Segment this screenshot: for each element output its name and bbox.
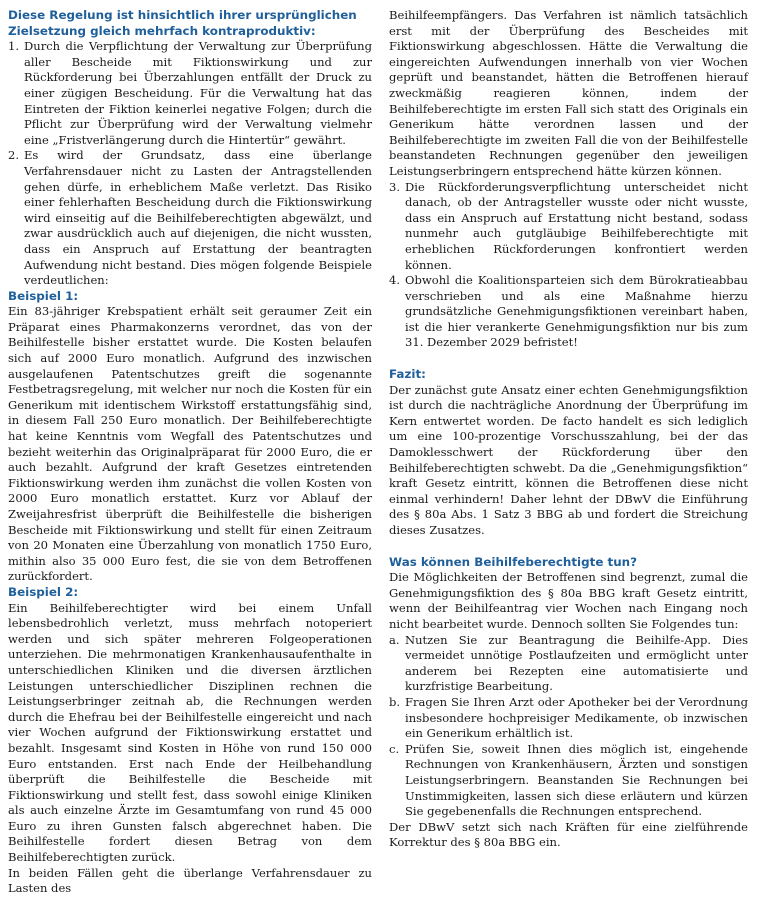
numbered-list-3-4	[389, 180, 748, 352]
list-item	[8, 148, 372, 288]
list-item	[389, 273, 748, 351]
list-item	[389, 633, 748, 695]
question-intro: Die Möglichkeiten der Betroffenen sind begrenzt, zumal die Genehmigungsfiktion des § 80a BBG kraft Gesetz eintritt, wenn der Beihilfeantrag vier Wochen nach Eingang noch nicht bearbeitet wurde. Dennoch sollten Sie Folgendes tun:	[389, 570, 748, 631]
closing-paragraph-left: In beiden Fällen geht die überlange Verfahrensdauer zu Lasten des	[8, 865, 372, 896]
list-text: Obwohl die Koalitionsparteien sich dem Bürokratieabbau verschrieben und als eine Maßnahme hierzu grundsätzliche Genehmigungsfiktionen vereinbart haben, ist die hier verankerte Genehmigungsfiktion nur bis zum 31. Dezember 2029 befristet!	[405, 273, 748, 350]
numbered-list-1-2	[8, 39, 372, 289]
list-item	[389, 742, 748, 820]
fazit-text: Der zunächst gute Ansatz einer echten Genehmigungsfiktion ist durch die nachträgliche Anordnung der Überprüfung im Kern entwertet worden. De facto handelt es sich lediglich um eine 100-prozentige Vorschusszahlung, bei der das Damoklesschwert der Rückforderung über den Beihilfeberechtigten schwebt. Da die „Genehmigungsfiktion“ kraft Gesetz eintritt, können die Betroffenen diese nicht einmal verhindern! Daher lehnt der DBwV die Einführung des § 80a Abs. 1 Satz 3 BBG ab und fordert die Streichung dieses Zusatzes.	[389, 382, 748, 537]
example-2-heading: Beispiel 2:	[8, 584, 79, 599]
list-letter: b.	[389, 694, 401, 709]
fazit-heading: Fazit:	[389, 367, 426, 382]
example-2-text: Ein Beihilfeberechtigter wird bei einem Unfall lebensbedrohlich verletzt, muss mehrfach notoperiert werden und sich später mehreren Folgeoperationen unterziehen. Die mehrmonatigen Krankenhausaufenthalte in unterschiedlichen Kliniken und die diversen ärztlichen Leistungen unterschiedlicher Disziplinen rechnen die Leistungserbringer zeitnah ab, die Rechnungen werden durch die Ehefrau bei der Beihilfestelle eingereicht und nach vier Wochen aufgrund der Fiktionswirkung erstattet und bezahlt. Insgesamt sind Kosten in Höhe von rund 150 000 Euro entstanden. Erst nach Ende der Heilbehandlung überprüft die Beihilfestelle die Bescheide mit Fiktionswirkung und stellt fest, dass sowohl einige Kliniken als auch einzelne Ärzte im Gesamtumfang von rund 45 000 Euro zu ihren Gunsten falsch abgerechnet haben. Die Beihilfestelle fordert diesen Betrag von dem Beihilfeberechtigten zurück.	[8, 600, 372, 865]
list-item	[8, 39, 372, 148]
list-letter: a.	[389, 632, 400, 647]
list-text: Fragen Sie Ihren Arzt oder Apotheker bei der Verordnung insbesondere hochpreisiger Medikamente, ob inzwischen ein Generikum erhältlich ist.	[405, 694, 748, 741]
right-column	[389, 8, 748, 851]
continuation-paragraph: Beihilfeempfängers. Das Verfahren ist nämlich tatsächlich erst mit der Überprüfung des Bescheides mit Fiktionswirkung abgeschlossen. Hätte die Verwaltung die eingereichten Aufwendungen innerhalb von vier Wochen geprüft und beanstandet, hätten die Betroffenen hierauf zweckmäßig reagieren können, indem der Beihilfeberechtigte im ersten Fall sich statt des Originals ein Generikum hätte verordnen lassen und der Beihilfeberechtigte im zweiten Fall die von der Beihilfestelle beanstandeten Rechnungen gegenüber den jeweiligen Leistungserbringern entsprechend hätte kürzen können.	[389, 8, 748, 178]
list-text: Durch die Verpflichtung der Verwaltung zur Überprüfung aller Bescheide mit Fiktionswirkung und zur Rückforderung bei Überzahlungen entfällt der Druck zu einer zügigen Bescheidung. Für die Verwaltung hat das Eintreten der Fiktion keinerlei negative Folgen; durch die Pflicht zur Überprüfung wird der Verwaltung vielmehr eine „Fristverlängerung durch die Hintertür“ gewährt.	[24, 39, 372, 147]
example-1-heading: Beispiel 1:	[8, 288, 79, 303]
list-text: Es wird der Grundsatz, dass eine überlange Verfahrensdauer nicht zu Lasten der Antragstellenden gehen dürfe, in erheblichem Maße verletzt. Das Risiko einer fehlerhaften Bescheidung durch die Fiktionswirkung wird einseitig auf die Beihilfeberechtigten abgewälzt, und zwar ausdrücklich auch auf diejenigen, die nicht wussten, dass ein Anspruch auf Erstattung der beantragten Aufwendung nicht bestand. Dies mögen folgende Beispiele verdeutlichen:	[24, 148, 372, 288]
list-text: Prüfen Sie, soweit Ihnen dies möglich ist, eingehende Rechnungen von Krankenhäusern, Ärzten und sonstigen Leistungserbringern. Beanstanden Sie Rechnungen bei Unstimmigkeiten, lassen sich diese erläutern und kürzen Sie gegebenenfalls die Rechnungen entsprechend.	[405, 741, 748, 819]
left-column	[8, 8, 372, 897]
list-text: Nutzen Sie zur Beantragung die Beihilfe-App. Dies vermeidet unnötige Postlaufzeiten und ermöglicht unter anderem bei Rezepten eine automatisierte und kurzfristige Bearbeitung.	[405, 632, 748, 694]
list-number: 4.	[389, 273, 401, 288]
list-letter: c.	[389, 741, 400, 756]
tips-list	[389, 633, 748, 820]
section-heading-contraproductive: Diese Regelung ist hinsichtlich ihrer ursprünglichen Zielsetzung gleich mehrfach kontraproduktiv:	[8, 8, 357, 38]
question-heading: Was können Beihilfeberechtigte tun?	[389, 554, 638, 569]
list-number: 1.	[8, 39, 20, 54]
example-1-text: Ein 83-jähriger Krebspatient erhält seit geraumer Zeit ein Präparat eines Pharmakonzerns verordnet, das von der Beihilfestelle bisher erstattet wurde. Die Kosten belaufen sich auf 2000 Euro monatlich. Aufgrund des inzwischen ausgelaufenen Patentschutzes greift die sogenannte Festbetragsregelung, mit welcher nur noch die Kosten für ein Generikum mit identischem Wirkstoff erstattungsfähig sind, in diesem Fall 250 Euro monatlich. Der Beihilfeberechtigte hat keine Kenntnis vom Wegfall des Patentschutzes und bezieht weiterhin das Originalpräparat für 2000 Euro, die er auch bezahlt. Aufgrund der kraft Gesetzes eintretenden Fiktionswirkung werden ihm zunächst die vollen Kosten von 2000 Euro monatlich erstattet. Kurz vor Ablauf der Zweijahresfrist überprüft die Beihilfestelle die bisherigen Bescheide mit Fiktionswirkung und stellt für einen Zeitraum von 20 Monaten eine Überzahlung von monatlich 1750 Euro, mithin also 35 000 Euro fest, die sie von dem Betroffenen zurückfordert.	[8, 304, 372, 584]
list-item	[389, 180, 748, 274]
list-text: Die Rückforderungsverpflichtung unterscheidet nicht danach, ob der Antragsteller wusste oder nicht wusste, dass ein Anspruch auf Erstattung nicht bestand, sodass nunmehr auch gutgläubige Beihilfeberechtigte mit erheblichen Rückforderungen konfrontiert werden können.	[405, 179, 748, 272]
list-number: 2.	[8, 148, 20, 163]
list-item	[389, 695, 748, 742]
list-number: 3.	[389, 179, 401, 194]
closing-paragraph-right: Der DBwV setzt sich nach Kräften für eine zielführende Korrektur des § 80a BBG ein.	[389, 819, 748, 850]
